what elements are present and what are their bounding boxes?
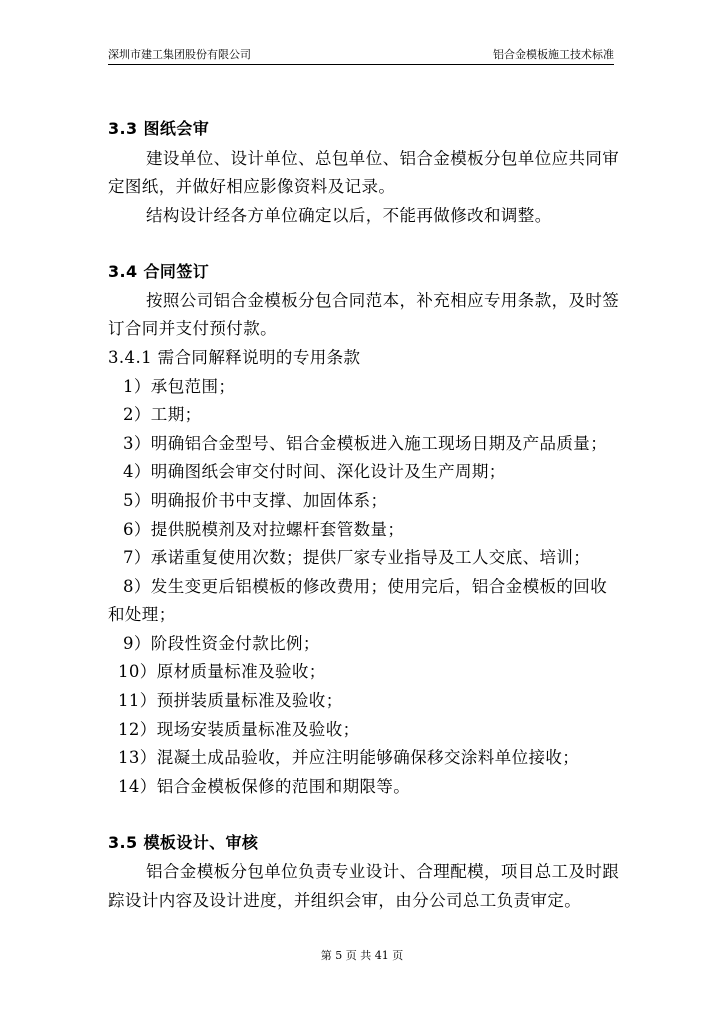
list-item: 7）承诺重复使用次数；提供厂家专业指导及工人交底、培训； bbox=[123, 548, 591, 567]
section-3-5-paragraph-1-line-1: 铝合金模板分包单位负责专业设计、合理配模，项目总工及时跟 bbox=[146, 862, 620, 881]
list-item: 9）阶段性资金付款比例； bbox=[123, 634, 320, 653]
section-3-4-heading: 3.4 合同签订 bbox=[108, 262, 210, 281]
page-header bbox=[108, 46, 614, 64]
list-item: 11）预拼装质量标准及验收； bbox=[118, 691, 343, 710]
section-3-3-heading: 3.3 图纸会审 bbox=[108, 119, 210, 138]
section-3-3-paragraph-1-line-2: 定图纸，并做好相应影像资料及记录。 bbox=[108, 177, 396, 196]
list-item: 5）明确报价书中支撑、加固体系； bbox=[123, 491, 388, 510]
list-item: 14）铝合金模板保修的范围和期限等。 bbox=[118, 777, 411, 796]
section-3-3-paragraph-2: 结构设计经各方单位确定以后，不能再做修改和调整。 bbox=[146, 206, 552, 225]
list-item: 10）原材质量标准及验收； bbox=[118, 662, 326, 681]
list-item: 8）发生变更后铝模板的修改费用；使用完后，铝合金模板的回收 bbox=[123, 577, 608, 596]
section-3-5-heading: 3.5 模板设计、审核 bbox=[108, 833, 259, 852]
list-item-continuation: 和处理； bbox=[108, 605, 176, 624]
section-3-5-paragraph-1-line-2: 踪设计内容及设计进度，并组织会审，由分公司总工负责审定。 bbox=[108, 891, 582, 910]
section-3-4-paragraph-1-line-1: 按照公司铝合金模板分包合同范本，补充相应专用条款，及时签 bbox=[146, 291, 620, 310]
header-company-name: 深圳市建工集团股份有限公司 bbox=[108, 48, 251, 61]
list-item: 1）承包范围； bbox=[123, 377, 236, 396]
list-item: 2）工期； bbox=[123, 405, 202, 424]
subsection-3-4-1-heading: 3.4.1 需合同解释说明的专用条款 bbox=[108, 348, 361, 367]
list-item: 3）明确铝合金型号、铝合金模板进入施工现场日期及产品质量； bbox=[123, 434, 608, 453]
section-3-3-paragraph-1-line-1: 建设单位、设计单位、总包单位、铝合金模板分包单位应共同审 bbox=[146, 149, 620, 168]
page-number: 第 5 页 共 41 页 bbox=[320, 949, 404, 962]
list-item: 13）混凝土成品验收，并应注明能够确保移交涂料单位接收； bbox=[118, 748, 580, 767]
header-divider bbox=[108, 64, 614, 65]
header-document-title: 铝合金模板施工技术标准 bbox=[493, 48, 614, 61]
section-3-4-paragraph-1-line-2: 订合同并支付预付款。 bbox=[108, 319, 277, 338]
list-item: 4）明确图纸会审交付时间、深化设计及生产周期； bbox=[123, 462, 506, 481]
list-item: 6）提供脱模剂及对拉螺杆套管数量； bbox=[123, 520, 405, 539]
list-item: 12）现场安装质量标准及验收； bbox=[118, 720, 360, 739]
